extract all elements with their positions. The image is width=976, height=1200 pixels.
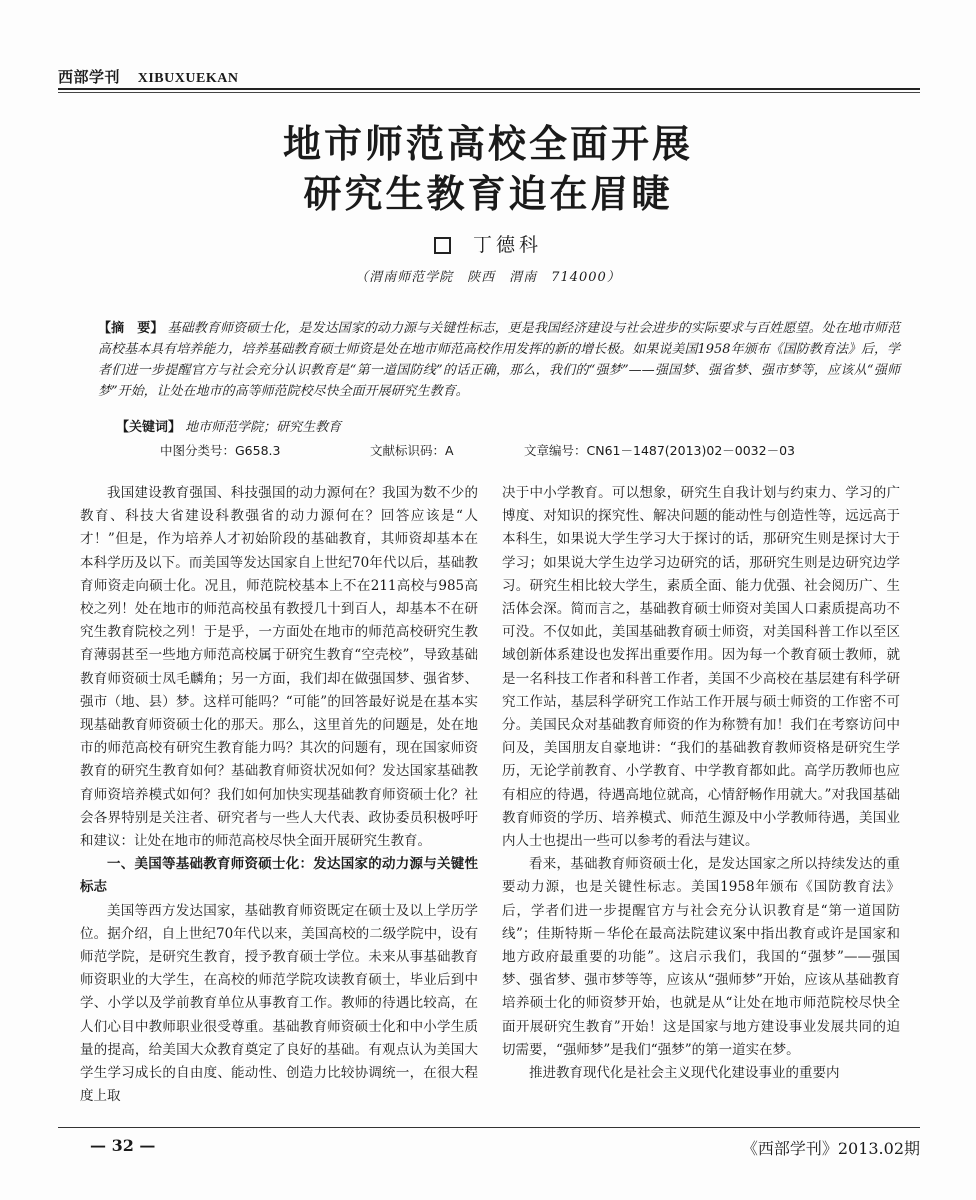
square-box-icon [434,237,451,254]
header-rule [58,88,920,90]
keywords [116,418,876,438]
abstract-label: 【摘 要】 [98,321,164,336]
paragraph: 我国建设教育强国、科技强国的动力源何在？我国为数不少的教育、科技大省建设科教强省的动力源何在？回答应该是“人才！”但是，作为培养人才初始阶段的基础教育，其师资却基本在本科学历及以下。而美国等发达国家自上世纪70年代以后，基础教育师资走向硕士化。况且，师范院校基本上不在211高校与985高校之列！处在地市的师范高校虽有教授几十到百人，却基本不在研究生教育院校之列！于是乎，一方面处在地市的师范高校研究生教育薄弱甚至一些地方师范高校属于研究生教育“空壳校”，导致基础教育师资硕士凤毛麟角；另一方面，我们却在做强国梦、强省梦、强市（地、县）梦。这样可能吗？“可能”的回答最好说是在基本实现基础教育师资硕士化的那天。那么，这里首先的问题是，处在地市的师范高校有研究生教育能力吗？其次的问题有，现在国家师资教育的研究生教育如何？基础教育师资状况如何？发达国家基础教育师资培养模式如何？我们如何加快实现基础教育师资硕士化？社会各界特别是关注者、研究者与一些人大代表、政协委员积极呼吁和建议：让处在地市的师范高校尽快全面开展研究生教育。 [80,485,478,850]
journal-issue: 《西部学刊》2013.02期 [741,1139,920,1158]
keywords-text: 地市师范学院；研究生教育 [185,420,342,435]
article-title-line-2: 研究生教育迫在眉睫 [303,172,673,216]
journal-name-cn: 西部学刊 [58,68,121,86]
abstract [98,318,900,402]
footer-rule [58,1127,920,1128]
running-head [58,66,920,87]
abstract-text: 基础教育师资硕士化，是发达国家的动力源与关键性标志，更是我国经济建设与社会进步的实际要求与百姓愿望。处在地市师范高校基本具有培养能力，培养基础教育硕士师资是处在地市师范高校作用发挥的新的增长极。如果说美国1958年颁布《国防教育法》后，学者们进一步提醒官方与社会充分认识教育是“第一道国防线”的话正确，那么，我们的“强梦”——强国梦、强省梦、强市梦等，应该从“强师梦”开始，让处在地市的高等师范院校尽快全面开展研究生教育。 [98,321,900,399]
header-rule-thin [58,92,920,93]
paragraph: 看来，基础教育师资硕士化，是发达国家之所以持续发达的重要动力源，也是关键性标志。美国1958年颁布《国防教育法》后，学者们进一步提醒官方与社会充分认识教育是“第一道国防线”；佳斯特斯－华伦在最高法院建议案中指出教育或许是国家和地方政府最重要的功能”。这启示我们，我国的“强梦”——强国梦、强省梦、强市梦等等，应该从“强师梦”开始，应该从基础教育培养硕士化的师资梦开始，也就是从“让处在地市师范院校尽快全面开展研究生教育”开始！这是国家与地方建设事业发展共同的迫切需要，“强师梦”是我们“强梦”的第一道实在梦。 [502,856,900,1058]
paragraph: 美国等西方发达国家，基础教育师资既定在硕士及以上学历学位。据介绍，自上世纪70年代以来，美国高校的二级学院中，设有师范学院，是研究生教育，授予教育硕士学位。未来从事基础教育师资职业的大学生，在高校的师范学院攻读教育硕士，毕业后到中学、小学以及学前教育单位从事教育工作。教师的待遇比较高，在人们心目中教师职业很受尊重。基础教育师资硕士化和中小学生质量的提高，给美国大众教育奠定了良好的基础。有观点认为美国大学生学习成长的自由度、能动性、创造力比较协调统一，在很大程度上取 [80,902,478,1105]
keywords-label: 【关键词】 [116,420,182,435]
author-name: 丁德科 [472,234,542,256]
clc-number: 中图分类号：G658.3 [160,443,281,458]
body-left-column [80,482,478,1108]
article-title-line-1: 地市师范高校全面开展 [282,122,693,166]
section-heading: 一、美国等基础教育师资硕士化：发达国家的动力源与关键性标志 [80,856,478,896]
page-number: — 32 — [90,1136,156,1155]
author-line [0,230,976,257]
affiliation: （渭南师范学院 陕西 渭南 714000） [355,270,621,285]
document-code: 文献标识码：A [370,443,454,458]
article-number: 文章编号：CN61－1487(2013)02－0032－03 [524,443,795,458]
journal-name-en: XIBUXUEKAN [137,71,239,86]
paragraph: 推进教育现代化是社会主义现代化建设事业的重要内 [529,1065,840,1082]
body-right-column [502,482,900,1085]
paragraph: 决于中小学教育。可以想象，研究生自我计划与约束力、学习的广博度、对知识的探究性、解决问题的能动性与创造性等，远远高于本科生，如果说大学生学习大于探讨的话，那研究生则是探讨大于学习；如果说大学生边学习边研究的话，那研究生则是边研究边学习。研究生相比较大学生，素质全面、能力优强、社会阅历广、生活体会深。简而言之，基础教育硕士师资对美国人口素质提高功不可没。不仅如此，美国基础教育硕士师资，对美国科普工作以至区域创新体系建设也发挥出重要作用。因为每一个教育硕士教师，就是一名科技工作者和科普工作者，美国不少高校在基层建有科学研究工作站，基层科学研究工作站工作开展与硕士师资的工作密不可分。美国民众对基础教育师资的作为称赞有加！我们在考察访问中问及，美国朋友自豪地讲：“我们的基础教育教师资格是研究生学历，无论学前教育、小学教育、中学教育都如此。高学历教师也应有相应的待遇，待遇高地位就高，心情舒畅作用就大。”对我国基础教育师资的学历、培养模式、师范生源及中小学教师待遇，美国业内人士也提出一些可以参考的看法与建议。 [502,485,900,850]
